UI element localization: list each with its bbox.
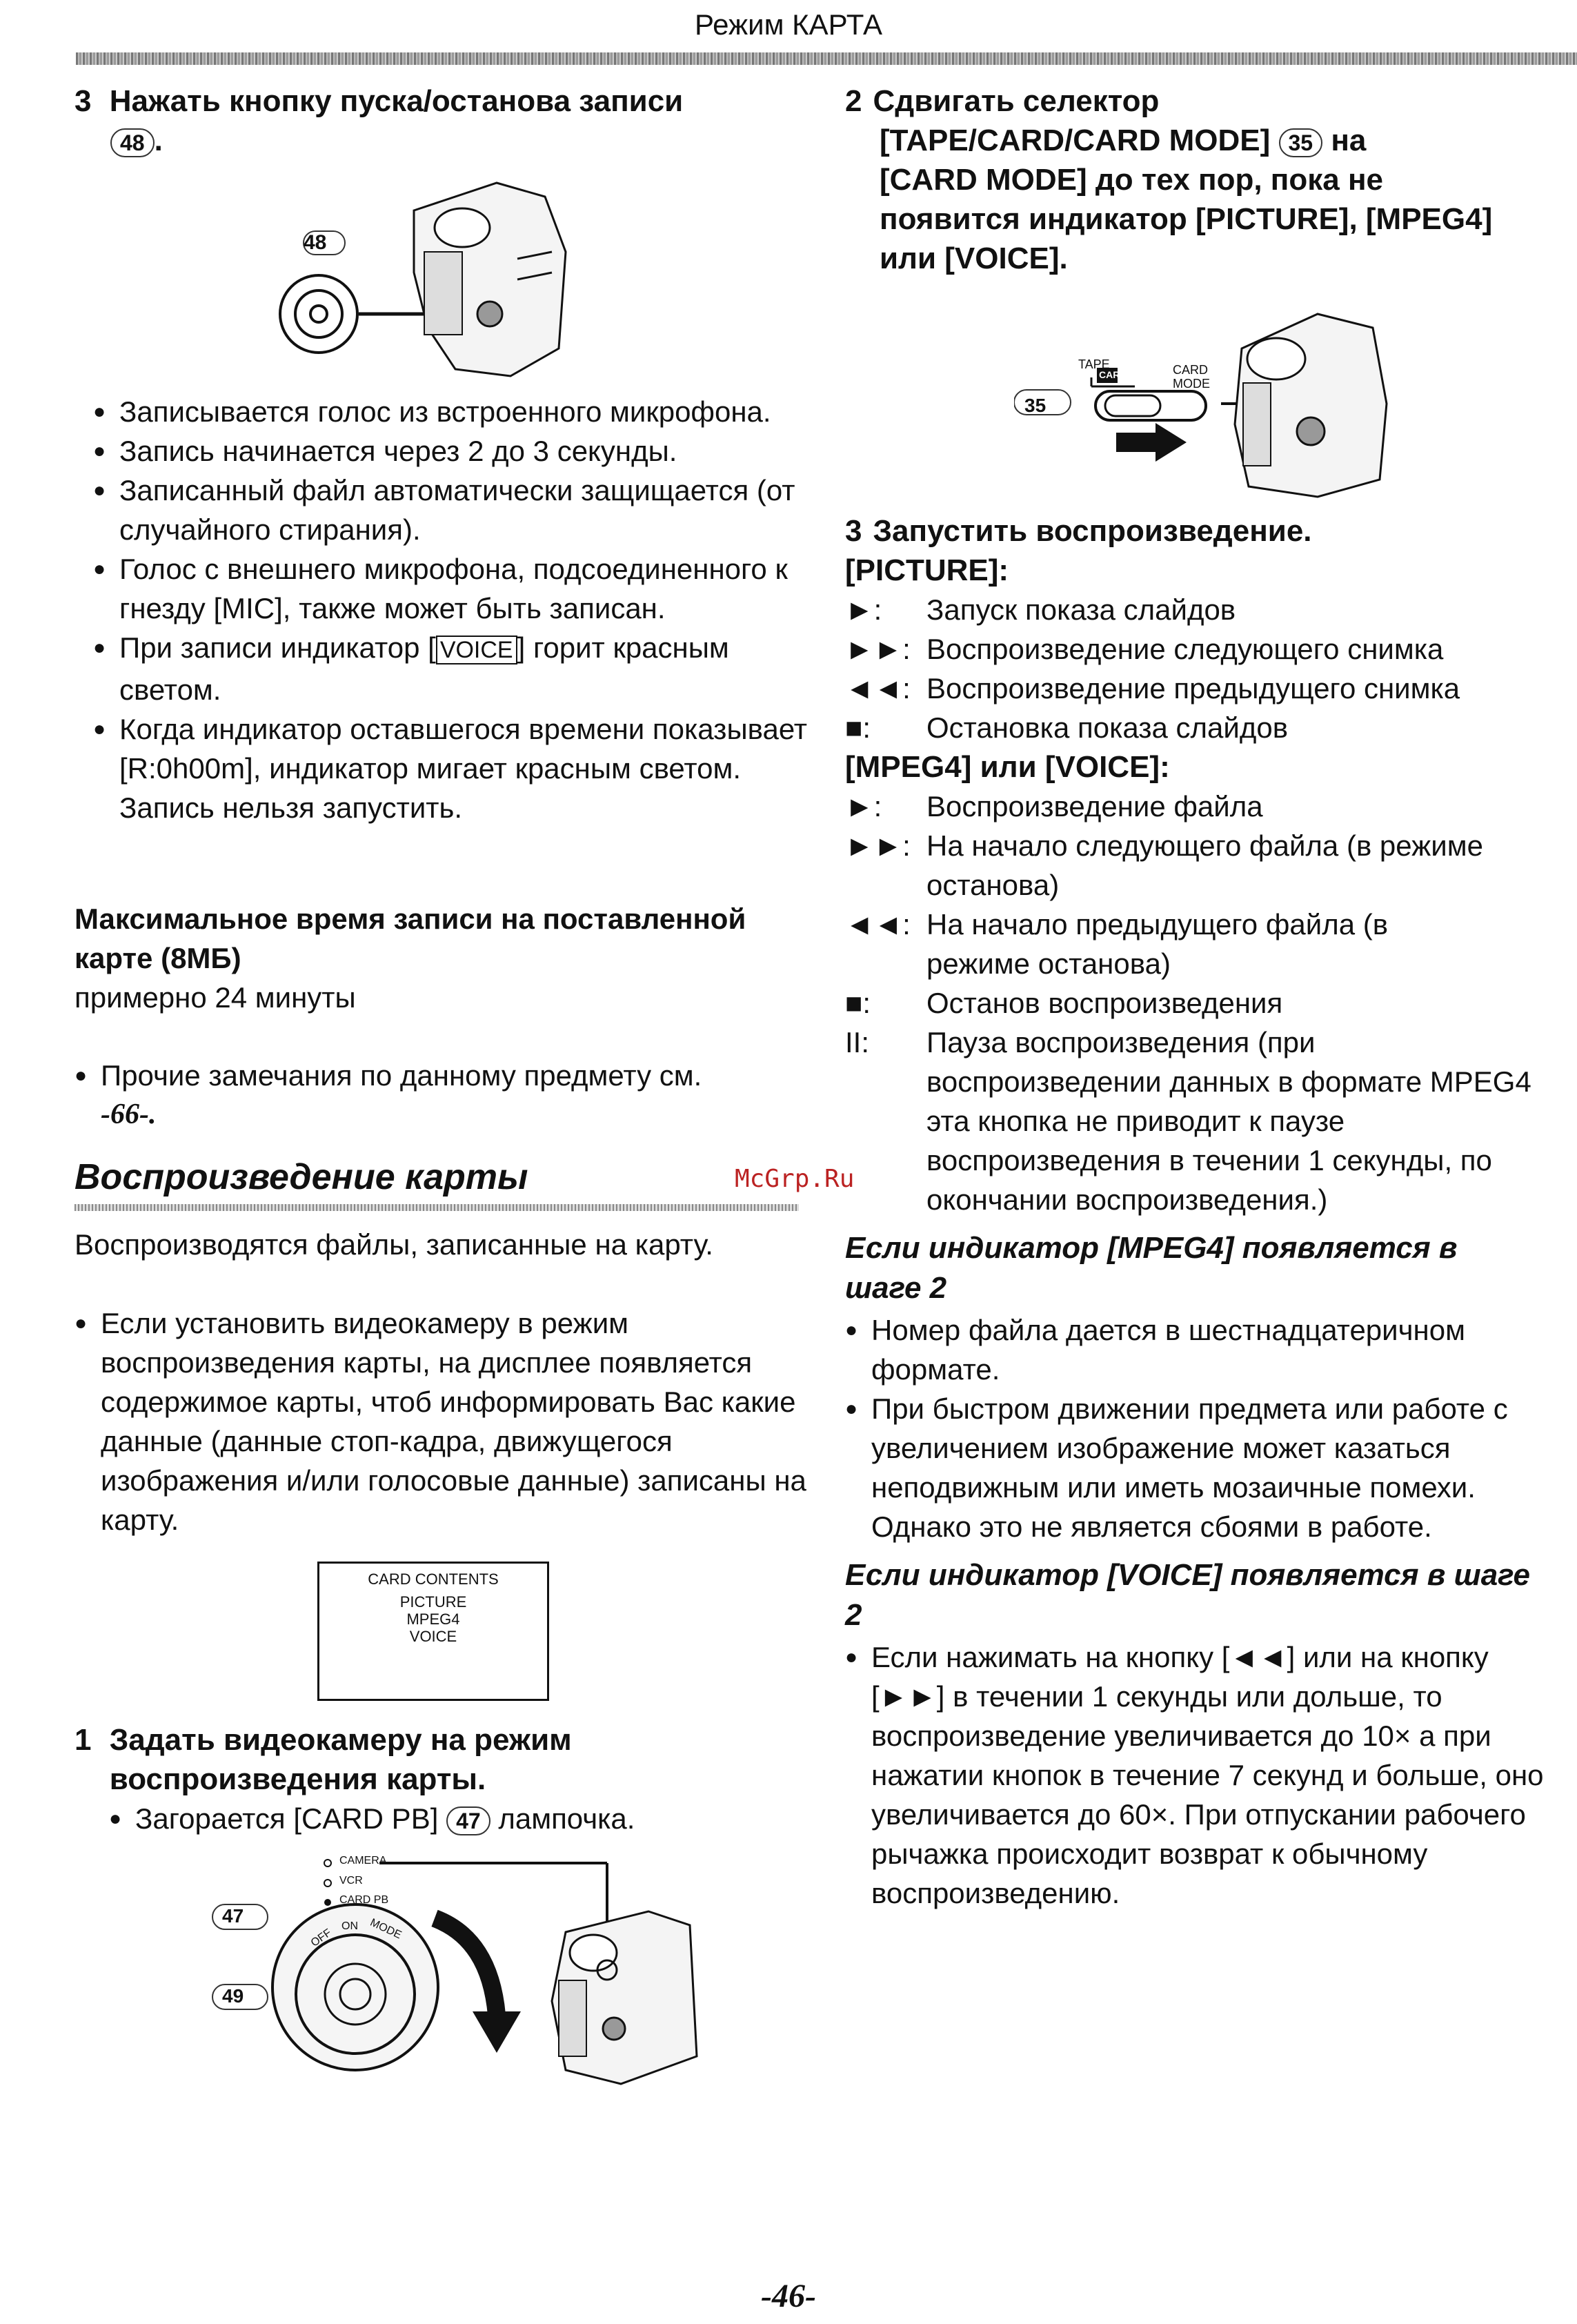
dial-off-label: OFF [308, 1927, 334, 1949]
switch-card-label: CARD [1099, 369, 1127, 380]
selector-switch-illustration [1014, 300, 1400, 500]
mpeg4-if-heading: Если индикатор [MPEG4] появляется в шаге 2 [845, 1231, 1458, 1305]
fig-49-label: 49 [222, 1985, 244, 2007]
control-row: ◄◄: На начало предыдущего файла (в режиме останова) [845, 908, 1389, 980]
dial-camera-label: CAMERA [339, 1855, 387, 1867]
list-item: ● Записанный файл автоматически защищается (от случайного стирания). [93, 471, 811, 549]
list-item: ● Голос с внешнего микрофона, подсоединенного к гнезду [MIC], также может быть записан. [93, 549, 811, 628]
page-title: Режим КАРТА [694, 8, 883, 41]
dial-cardpb-label: CARD PB [339, 1894, 389, 1906]
left-step3: 3 Нажать кнопку пуска/останова записи 48 . [75, 84, 684, 157]
voice-bullets [845, 1637, 1569, 1913]
note: ● Прочие замечания по данному предмету см. -66-. [75, 1056, 820, 1134]
mpeg-heading: [MPEG4] или [VOICE]: [845, 750, 1170, 784]
page-number: -46- [761, 2278, 816, 2314]
section-title: Воспроизведение карты [75, 1157, 528, 1197]
picture-controls [845, 590, 1563, 747]
card-item: PICTURE [399, 1593, 467, 1611]
section-step1-bullet: ● Загорается [CARD PB] 47 лампочка. [109, 1799, 826, 1838]
header-rule [76, 52, 1577, 65]
fig-35-label: 35 [1024, 395, 1047, 416]
control-row: ►: Воспроизведение файла [845, 790, 1263, 823]
list-item: ● При быстром движении предмета или работе с увеличением изображение может казаться неподвижным или иметь мозаичные помехи. Однако это не является сбоями в работе. [845, 1389, 1569, 1546]
switch-cardmode-label-1: CARD [1173, 363, 1209, 377]
fig-48-label: 48 [304, 231, 327, 254]
fig-47-label: 47 [222, 1905, 244, 1927]
max-time-value: примерно 24 минуты [75, 981, 356, 1014]
ref-47-badge: 47 [446, 1806, 490, 1835]
step-number: 3 [75, 84, 92, 118]
list-item: ● Когда индикатор оставшегося времени показывает [R:0h00m], индикатор мигает красным светом. Запись нельзя запустить. [93, 709, 811, 827]
control-row: II: Пауза воспроизведения (при воспроизведении данных в формате MPEG4 эта кнопка не приводит к паузе воспроизведения в течении 1 секунды, по окончании воспроизведения.) [845, 1026, 1531, 1216]
list-item: ● При записи индикатор [ VOICE ] горит красным светом. [93, 628, 811, 709]
mpeg4-bullets [845, 1310, 1569, 1546]
note-ref: -66-. [101, 1099, 157, 1130]
control-row: ■: Остановка показа слайдов [845, 711, 1289, 744]
step-title: Нажать кнопку пуска/останова записи [109, 84, 684, 118]
card-contents-heading: CARD CONTENTS [368, 1570, 499, 1588]
list-item: ● Запись начинается через 2 до 3 секунды. [93, 431, 811, 471]
card-contents-screen [317, 1562, 549, 1701]
switch-cardmode-label-2: MODE [1173, 377, 1210, 391]
list-item: ● Если нажимать на кнопку [◄◄] или на кнопку [►►] в течении 1 секунды или дольше, то воспроизведение увеличивается до 10× а при нажатии кнопок в течение 7 секунд и больше, оно увеличивается до 60×. При отпускании рабочего рычажка происходит возврат к обычному воспроизведению. [845, 1637, 1569, 1913]
section-step1: 1 Задать видеокамеру на режим воспроизведения карты. [75, 1723, 572, 1796]
record-button-illustration [276, 169, 579, 383]
voice-if-heading: Если индикатор [VOICE] появляется в шаге 2 [845, 1558, 1531, 1632]
mpeg-controls [845, 787, 1563, 1219]
control-row: ►►: Воспроизведение следующего снимка [845, 633, 1444, 665]
ref-35-badge: 35 [1279, 128, 1323, 157]
right-step2: 2 Сдвигать селектор [TAPE/CARD/CARD MODE] 35 на [CARD MODE] до тех пор, пока не появится индикатор [PICTURE], [MPEG4] или [VOICE]. [845, 84, 1493, 275]
dial-vcr-label: VCR [339, 1875, 363, 1887]
dial-on-label: ON [341, 1920, 358, 1932]
list-item: ● Номер файла дается в шестнадцатеричном формате. [845, 1310, 1569, 1389]
right-step3: 3 Запустить воспроизведение. [845, 514, 1312, 548]
section-intro: Воспроизводятся файлы, записанные на карту. [75, 1228, 713, 1261]
max-time-title: Максимальное время записи на поставленной карте (8МБ) [75, 903, 746, 974]
dial-mode-label: MODE [368, 1916, 404, 1942]
ref-48-badge: 48 [110, 128, 155, 157]
left-bullets [93, 392, 811, 827]
control-row: ■: Останов воспроизведения [845, 987, 1283, 1019]
control-row: ◄◄: Воспроизведение предыдущего снимка [845, 672, 1460, 705]
section-bullet: ● Если установить видеокамеру в режим воспроизведения карты, на дисплее появляется содержимое карты, чтоб информировать Вас какие данные (данные стоп-кадра, движущегося изображения и/или голосовые данные) записаны на карту. [75, 1303, 813, 1539]
list-item: ● Записывается голос из встроенного микрофона. [93, 392, 811, 431]
section-rule [75, 1204, 799, 1211]
switch-tape-label: TAPE [1078, 357, 1110, 371]
card-item: VOICE [409, 1628, 457, 1645]
card-item: MPEG4 [406, 1611, 460, 1628]
voice-indicator-icon: VOICE [436, 636, 517, 664]
control-row: ►►: На начало следующего файла (в режиме останова) [845, 829, 1483, 901]
mode-dial-illustration [207, 1849, 704, 2091]
max-time-block [75, 899, 806, 1017]
picture-heading: [PICTURE]: [845, 553, 1009, 587]
watermark: McGrp.Ru [735, 1165, 855, 1193]
control-row: ►: Запуск показа слайдов [845, 593, 1236, 626]
